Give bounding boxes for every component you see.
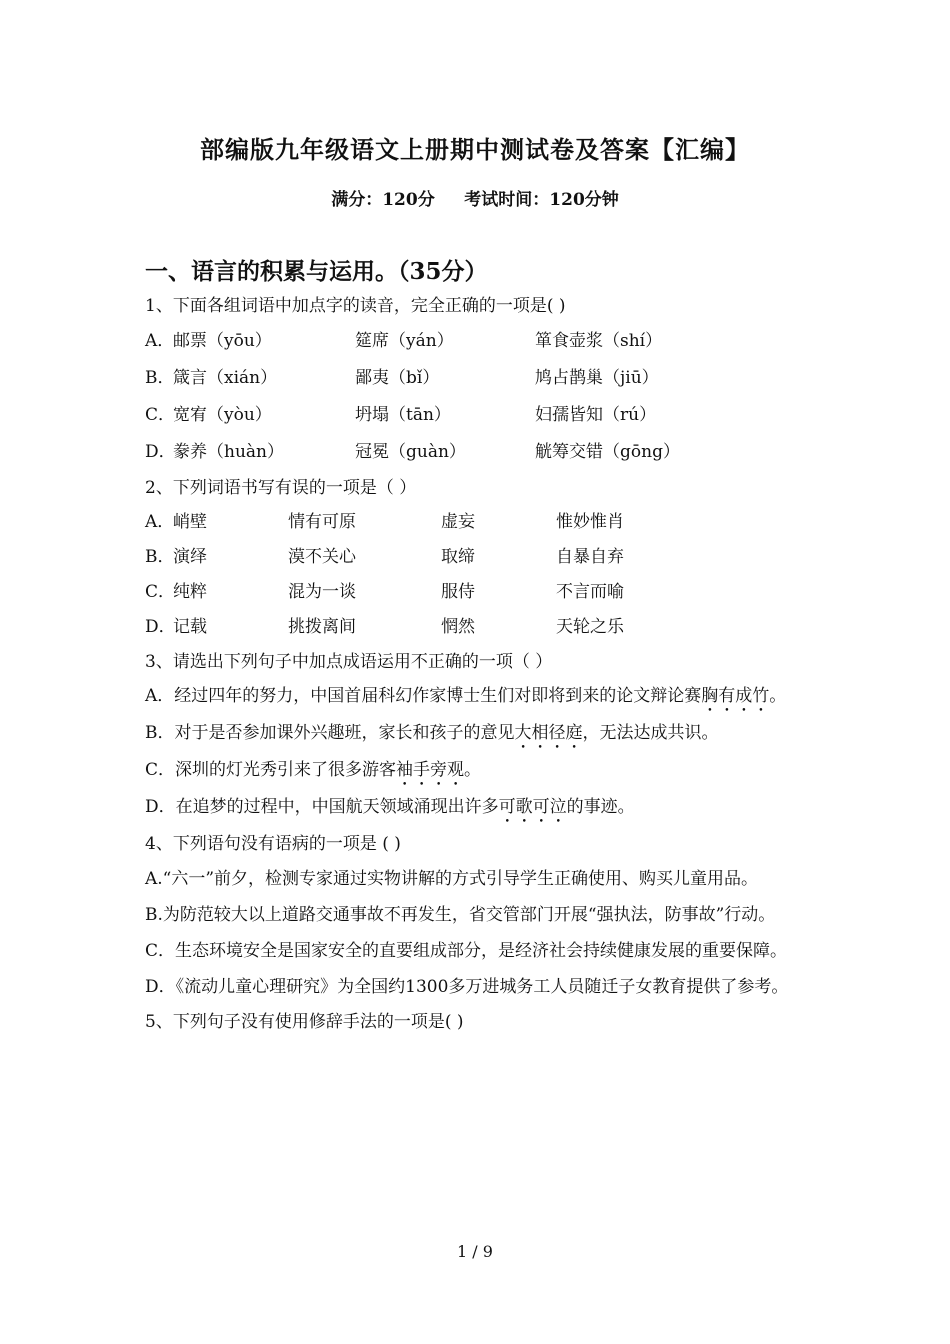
option-cell: 虚妄 [441,512,475,532]
option-text: C．深圳的灯光秀引来了很多游客 [145,760,397,780]
option-label: B． [145,547,175,567]
option-text: B．对于是否参加课外兴趣班，家长和孩子的意见 [145,723,515,743]
option-text: A．经过四年的努力，中国首届科幻作家博士生们对即将到来的论文辩论赛 [145,686,702,706]
dotted-idiom: 大相径庭 [514,723,583,743]
option-cell: 峭壁 [173,512,207,532]
option-cell: 记载 [173,617,207,637]
option-text: D．在追梦的过程中，中国航天领域涌现出许多 [145,797,499,817]
option-text: 。 [769,686,787,706]
option-cell: 妇孺皆知（rú） [535,405,657,425]
question-2-option-d [145,610,810,645]
option-cell: 服侍 [441,582,475,602]
option-cell: 天轮之乐 [556,617,624,637]
option-text: ，无法达成共识。 [582,723,719,743]
option-cell: 演绎 [173,547,207,567]
option-cell: 鄙夷（bǐ） [355,368,440,388]
option-cell: 惟妙惟肖 [556,512,624,532]
question-4-option-b: B.为防范较大以上道路交通事故不再发生，省交管部门开展“强执法，防事故”行动。 [145,905,776,925]
option-label: A． [145,512,175,532]
option-label: B． [145,368,175,388]
option-cell: 邮票（yōu） [173,331,272,351]
option-cell: 惘然 [441,617,475,637]
option-cell: 混为一谈 [288,582,356,602]
option-label: C． [145,405,176,425]
page-number: 1 / 9 [457,1242,493,1261]
option-text: 的事迹。 [566,797,635,817]
option-cell: 漠不关心 [288,547,356,567]
option-cell: 取缔 [441,547,475,567]
question-3-stem: 3、请选出下列句子中加点成语运用不正确的一项（ ） [145,652,553,672]
option-label: C． [145,582,176,602]
question-1-stem: 1、下面各组词语中加点字的读音，完全正确的一项是( ) [145,296,566,316]
question-5-stem: 5、下列句子没有使用修辞手法的一项是( ) [145,1012,464,1032]
option-cell: 箴言（xián） [173,368,278,388]
document-title: 部编版九年级语文上册期中测试卷及答案【汇编】 [200,135,750,164]
question-2-option-c [145,575,810,610]
question-3-option-b [145,716,810,753]
option-cell: 觥筹交错（gōng） [535,442,680,462]
option-cell: 豢养（huàn） [173,442,284,462]
option-cell: 箪食壶浆（shí） [535,331,663,351]
option-cell: 鸠占鹊巢（jiū） [535,368,659,388]
dotted-idiom: 袖手旁观 [396,760,465,780]
question-1-option-c [145,397,810,434]
option-cell: 筵席（yán） [355,331,454,351]
question-4-stem: 4、下列语句没有语病的一项是 ( ) [145,834,401,854]
question-list [145,289,810,1039]
option-label: A． [145,331,175,351]
question-2-stem: 2、下列词语书写有误的一项是（ ） [145,478,417,498]
option-cell: 情有可原 [288,512,356,532]
question-2-option-b [145,540,810,575]
question-3-option-c [145,753,810,790]
option-label: D． [145,442,176,462]
option-cell: 冠冕（guàn） [355,442,466,462]
option-text: 。 [464,760,482,780]
option-cell: 宽宥（yòu） [173,405,272,425]
question-4-option-a: A.“六一”前夕，检测专家通过实物讲解的方式引导学生正确使用、购买儿童用品。 [145,869,759,889]
option-cell: 挑拨离间 [288,617,356,637]
score-time-info: 满分：120分 考试时间：120分钟 [331,190,619,210]
option-cell: 纯粹 [173,582,207,602]
option-label: D． [145,617,176,637]
question-4-option-d: D．《流动儿童心理研究》为全国约1300多万进城务工人员随迁子女教育提供了参考。 [145,977,789,997]
question-3-option-d [145,790,810,827]
option-cell: 自暴自弃 [556,547,624,567]
question-4-option-c: C．生态环境安全是国家安全的直要组成部分，是经济社会持续健康发展的重要保障。 [145,941,788,961]
option-cell: 坍塌（tān） [355,405,451,425]
question-3-option-a [145,679,810,716]
dotted-idiom: 胸有成竹 [701,686,770,706]
question-2-option-a [145,505,810,540]
option-cell: 不言而喻 [556,582,624,602]
dotted-idiom: 可歌可泣 [498,797,567,817]
question-1-option-a [145,323,810,360]
question-1-option-d [145,434,810,471]
section-heading: 一、语言的积累与运用。（35分） [145,258,488,285]
question-1-option-b [145,360,810,397]
